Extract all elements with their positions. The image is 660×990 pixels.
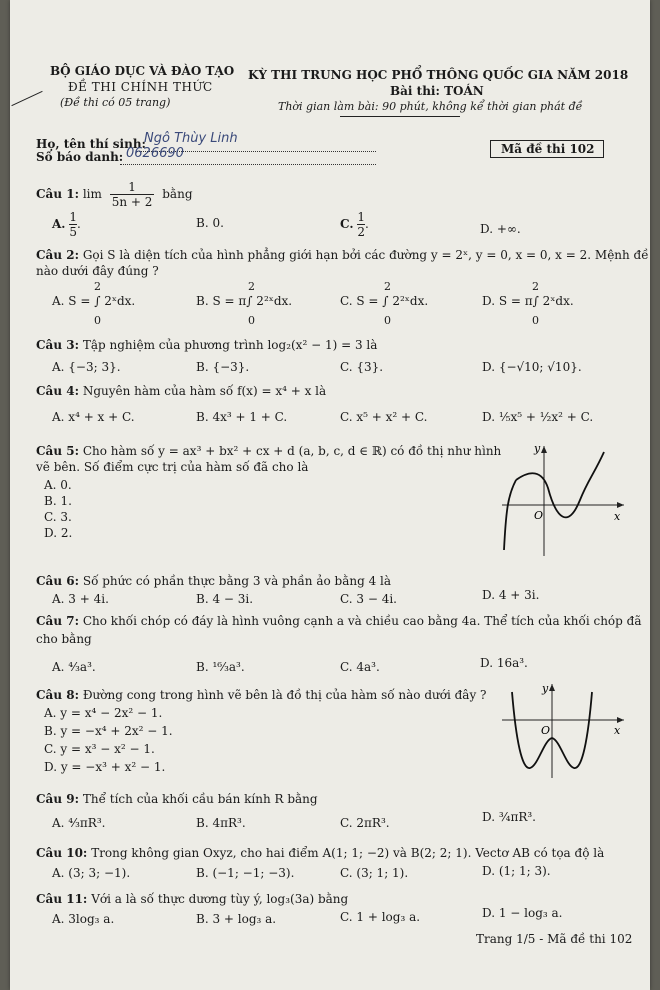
q11-option-d[interactable]: D. 1 − log₃ a. (482, 906, 563, 920)
q11-option-c[interactable]: C. 1 + log₃ a. (340, 910, 421, 924)
q2-label: Câu 2: (36, 248, 80, 262)
q7-option-b[interactable]: B. ¹⁶⁄₃a³. (196, 660, 245, 674)
q8-stem (36, 688, 486, 702)
q7-option-c[interactable]: C. 4a³. (340, 660, 380, 674)
q9-option-a[interactable]: A. ⁴⁄₃πR³. (52, 816, 106, 830)
q1-a-num: 1 (69, 210, 77, 224)
q6-option-d[interactable]: D. 4 + 3i. (482, 588, 540, 602)
q2-d-upper: 2 (532, 280, 539, 293)
q3-stem (36, 338, 377, 352)
q5-stem-line1 (36, 444, 501, 458)
q11-label: Câu 11: (36, 892, 88, 906)
q9-option-c[interactable]: C. 2πR³. (340, 816, 390, 830)
q3-stem-text: Tập nghiệm của phương trình log₂(x² − 1) = 3 là (82, 338, 378, 352)
exam-time: Thời gian làm bài: 90 phút, không kể thời gian phát đề (278, 100, 583, 113)
q5-option-c[interactable]: C. 3. (44, 510, 72, 524)
q8-label: Câu 8: (36, 688, 80, 702)
q7-label: Câu 7: (36, 614, 80, 628)
q3-option-a[interactable]: A. {−3; 3}. (52, 360, 121, 374)
q2-c-lower: 0 (384, 314, 391, 327)
q10-option-d[interactable]: D. (1; 1; 3). (482, 864, 551, 878)
q8-option-c[interactable]: C. y = x³ − x² − 1. (44, 742, 155, 756)
q5-curve-left (504, 480, 516, 550)
q1-option-b[interactable]: B. 0. (196, 216, 224, 230)
q8-option-a[interactable]: A. y = x⁴ − 2x² − 1. (44, 706, 163, 720)
q4-option-c[interactable]: C. x⁵ + x² + C. (340, 410, 428, 424)
id-label: Số báo danh: (36, 150, 124, 164)
q7-stem1: Cho khối chóp có đáy là hình vuông cạnh a và chiều cao bằng 4a. Thể tích của khối chóp đã (82, 614, 642, 628)
q2-c-upper: 2 (384, 280, 391, 293)
q1-a-frac (69, 210, 77, 239)
q3-option-b[interactable]: B. {−3}. (196, 360, 250, 374)
q1-c-frac (357, 210, 365, 239)
q2-option-c[interactable]: C. S = ∫ 2²ˣdx. (340, 294, 429, 308)
q8-x-label: x (614, 724, 621, 737)
pen-mark (11, 91, 42, 106)
q5-stem1: Cho hàm số y = ax³ + bx² + cx + d (a, b, c, d ∈ ℝ) có đồ thị như hình (82, 444, 502, 458)
page-count: (Đề thi có 05 trang) (60, 96, 171, 109)
q1-c-num: 1 (357, 210, 365, 224)
q10-option-c[interactable]: C. (3; 1; 1). (340, 866, 409, 880)
q1-a-den: 5 (69, 225, 77, 239)
q2-a-lower: 0 (94, 314, 101, 327)
exam-page (10, 0, 650, 990)
q5-origin-label: O (534, 509, 544, 522)
q1-option-d[interactable]: D. +∞. (480, 222, 521, 236)
q6-stem-text: Số phức có phần thực bằng 3 và phần ảo bằng 4 là (82, 574, 392, 588)
q9-stem-text: Thể tích của khối cầu bán kính R bằng (82, 792, 318, 806)
id-field (120, 146, 376, 165)
q1-stem (36, 180, 193, 209)
q7-stem-line2: cho bằng (36, 632, 92, 646)
q5-y-arrow (541, 446, 547, 453)
q2-option-b[interactable]: B. S = π∫ 2²ˣdx. (196, 294, 293, 308)
q2-option-a[interactable]: A. S = ∫ 2ˣdx. (52, 294, 136, 308)
q6-option-a[interactable]: A. 3 + 4i. (52, 592, 109, 606)
q3-option-c[interactable]: C. {3}. (340, 360, 384, 374)
q7-stem-line1 (36, 614, 642, 628)
q5-label: Câu 5: (36, 444, 80, 458)
q10-option-b[interactable]: B. (−1; −1; −3). (196, 866, 295, 880)
id-value: 0626690 (126, 146, 184, 161)
q2-d-lower: 0 (532, 314, 539, 327)
q5-x-arrow (617, 502, 624, 508)
ministry-title: BỘ GIÁO DỤC VÀ ĐÀO TẠO (50, 64, 235, 78)
q4-option-d[interactable]: D. ⅕x⁵ + ½x² + C. (482, 410, 594, 424)
q2-stem-line2: nào dưới đây đúng ? (36, 264, 159, 278)
q10-option-a[interactable]: A. (3; 3; −1). (52, 866, 131, 880)
q8-y-label: y (542, 682, 549, 695)
q9-label: Câu 9: (36, 792, 80, 806)
q1-option-c[interactable]: C. $\frac{1}{2}$ . (340, 210, 369, 239)
q8-y-arrow (549, 684, 555, 691)
q9-option-b[interactable]: B. 4πR³. (196, 816, 246, 830)
q5-graph (498, 440, 628, 560)
q6-option-c[interactable]: C. 3 − 4i. (340, 592, 397, 606)
exam-title: KỲ THI TRUNG HỌC PHỔ THÔNG QUỐC GIA NĂM 2018 (248, 68, 629, 82)
q8-option-b[interactable]: B. y = −x⁴ + 2x² − 1. (44, 724, 173, 738)
q1-c-den: 2 (357, 225, 365, 239)
q6-label: Câu 6: (36, 574, 80, 588)
q9-stem (36, 792, 318, 806)
q1-a-letter: A. (52, 217, 66, 231)
q10-label: Câu 10: (36, 846, 88, 860)
name-value: Ngô Thùy Linh (144, 131, 238, 146)
q11-stem-text: Với a là số thực dương tùy ý, log₃(3a) bằng (91, 892, 349, 906)
q1-lim: lim (82, 187, 102, 201)
q10-stem (36, 846, 604, 860)
q11-option-a[interactable]: A. 3log₃ a. (52, 912, 115, 926)
q4-option-b[interactable]: B. 4x³ + 1 + C. (196, 410, 288, 424)
q5-y-label: y (534, 442, 541, 455)
q4-stem-text: Nguyên hàm của hàm số f(x) = x⁴ + x là (82, 384, 327, 398)
q10-stem-text: Trong không gian Oxyz, cho hai điểm A(1; 1; −2) và B(2; 2; 1). Vectơ AB có tọa độ là (91, 846, 605, 860)
q5-option-b[interactable]: B. 1. (44, 494, 72, 508)
q4-stem (36, 384, 326, 398)
q3-option-d[interactable]: D. {−√10; √10}. (482, 360, 582, 374)
q2-b-lower: 0 (248, 314, 255, 327)
q1-option-a[interactable]: A. $\frac{1}{5}$ . (52, 210, 81, 239)
q1-label: Câu 1: (36, 187, 80, 201)
q7-option-a[interactable]: A. ⁴⁄₃a³. (52, 660, 96, 674)
exam-code-box: Mã đề thi 102 (490, 140, 604, 158)
q6-stem (36, 574, 391, 588)
q1-fraction (110, 180, 155, 209)
q11-option-b[interactable]: B. 3 + log₃ a. (196, 912, 277, 926)
q9-option-d[interactable]: D. ¾πR³. (482, 810, 536, 824)
q1-frac-num: 1 (110, 180, 155, 195)
q5-stem-line2: vẽ bên. Số điểm cực trị của hàm số đã cho là (36, 460, 309, 474)
q11-stem (36, 892, 348, 906)
official-label: ĐỀ THI CHÍNH THỨC (68, 80, 213, 94)
q8-origin-label: O (541, 724, 551, 737)
q5-curve (516, 452, 604, 517)
page-footer: Trang 1/5 - Mã đề thi 102 (476, 932, 633, 946)
q5-option-d[interactable]: D. 2. (44, 526, 73, 540)
q8-graph (498, 680, 628, 780)
name-label: Họ, tên thí sinh: (36, 137, 146, 151)
q4-label: Câu 4: (36, 384, 80, 398)
q3-label: Câu 3: (36, 338, 80, 352)
q1-frac-den: 5n + 2 (111, 195, 153, 209)
q8-stem-text: Đường cong trong hình vẽ bên là đồ thị của hàm số nào dưới đây ? (82, 688, 487, 702)
q2-a-upper: 2 (94, 280, 101, 293)
q1-tail: bằng (162, 187, 193, 201)
q5-option-a[interactable]: A. 0. (44, 478, 72, 492)
q8-option-d[interactable]: D. y = −x³ + x² − 1. (44, 760, 166, 774)
q7-option-d[interactable]: D. 16a³. (480, 656, 528, 670)
header-divider (340, 116, 460, 117)
q2-stem-line1 (36, 248, 649, 262)
q2-option-d[interactable]: D. S = π∫ 2ˣdx. (482, 294, 574, 308)
q2-stem1: Gọi S là diện tích của hình phẳng giới hạn bởi các đường y = 2ˣ, y = 0, x = 0, x = 2. Mệnh đề (82, 248, 649, 262)
q6-option-b[interactable]: B. 4 − 3i. (196, 592, 254, 606)
exam-subject: Bài thi: TOÁN (390, 84, 484, 98)
q8-x-arrow (617, 717, 624, 723)
q2-b-upper: 2 (248, 280, 255, 293)
q1-c-letter: C. (340, 217, 354, 231)
q5-x-label: x (614, 510, 621, 523)
q4-option-a[interactable]: A. x⁴ + x + C. (52, 410, 135, 424)
